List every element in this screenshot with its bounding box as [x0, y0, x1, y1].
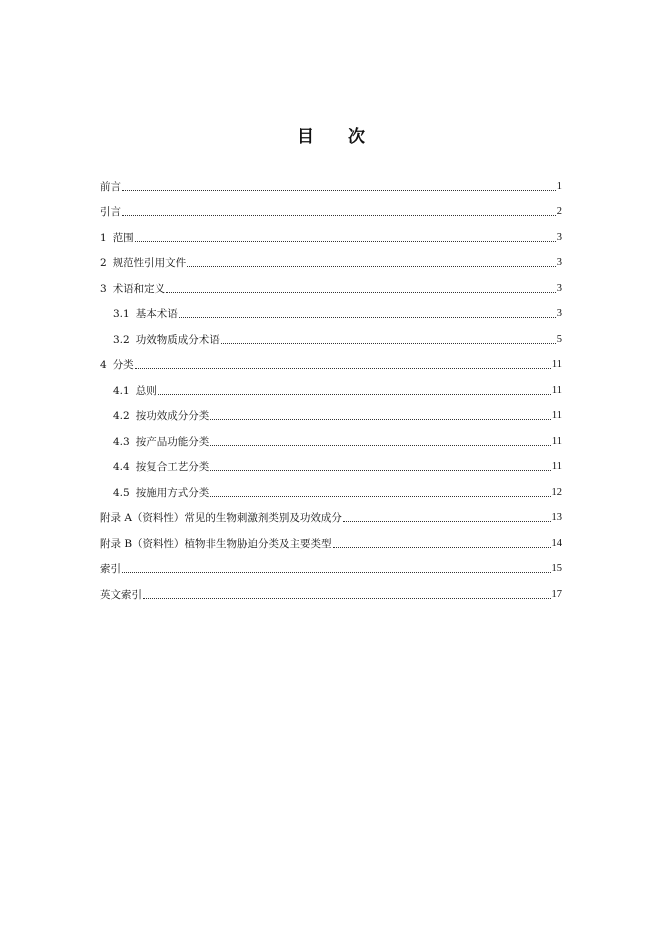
toc-dot-leader [122, 572, 551, 573]
toc-entry-number: 4.4 [113, 461, 130, 473]
toc-entry-page-number: 11 [551, 435, 562, 447]
toc-entry-label: 附录 A（资料性）常见的生物刺激剂类别及功效成分 [100, 512, 342, 524]
toc-entry-label: 分类 [112, 359, 134, 371]
toc-entry-label: 英文索引 [100, 588, 142, 601]
toc-entry-label: 范围 [112, 231, 134, 244]
toc-entry[interactable] [100, 168, 562, 194]
toc-entry-number: 3.2 [113, 333, 130, 346]
toc-list [100, 168, 562, 602]
toc-entry[interactable] [100, 321, 562, 347]
toc-entry[interactable] [100, 500, 562, 526]
toc-entry-page-number: 11 [551, 384, 562, 396]
toc-entry-page-number: 11 [551, 461, 562, 472]
toc-entry[interactable] [100, 194, 562, 220]
toc-entry-number: 3.1 [113, 308, 130, 320]
toc-dot-leader [343, 521, 551, 522]
toc-dot-leader [143, 598, 551, 599]
toc-dot-leader [122, 215, 556, 216]
toc-entry-label: 总则 [135, 384, 157, 397]
toc-entry-page-number: 5 [556, 333, 562, 345]
toc-entry[interactable] [100, 576, 562, 602]
toc-entry[interactable] [100, 347, 562, 373]
toc-entry-page-number: 1 [556, 180, 562, 192]
toc-entry-label: 前言 [100, 180, 121, 193]
toc-entry-number: 1 [100, 231, 107, 244]
toc-entry-page-number: 11 [551, 359, 562, 370]
toc-dot-leader [187, 266, 556, 267]
toc-entry-page-number: 15 [551, 563, 562, 574]
toc-entry[interactable] [100, 423, 562, 449]
toc-dot-leader [179, 317, 556, 318]
toc-entry[interactable] [100, 449, 562, 475]
toc-entry-label: 术语和定义 [112, 282, 166, 295]
toc-dot-leader [166, 292, 556, 293]
toc-entry[interactable] [100, 219, 562, 245]
toc-entry-label: 按复合工艺分类 [135, 461, 210, 473]
toc-entry[interactable] [100, 525, 562, 551]
toc-entry-label: 按功效成分分类 [135, 410, 210, 422]
toc-entry-number: 3 [100, 282, 107, 295]
toc-entry-page-number: 3 [556, 308, 562, 319]
toc-entry[interactable] [100, 372, 562, 398]
toc-entry-page-number: 3 [556, 231, 562, 243]
toc-dot-leader [122, 190, 556, 191]
toc-entry-label: 按产品功能分类 [135, 435, 210, 448]
toc-dot-leader [210, 419, 551, 420]
toc-title: 目 次 [297, 127, 379, 147]
toc-dot-leader [210, 445, 551, 446]
toc-entry-number: 4.3 [113, 435, 130, 448]
toc-dot-leader [333, 547, 551, 548]
toc-entry-number: 4.2 [113, 410, 130, 422]
toc-entry-label: 功效物质成分术语 [135, 333, 220, 346]
toc-entry-label: 按施用方式分类 [135, 486, 210, 499]
toc-entry-page-number: 17 [551, 588, 562, 600]
toc-entry-number: 4.1 [113, 384, 130, 397]
toc-entry-page-number: 3 [556, 257, 562, 268]
toc-dot-leader [158, 394, 551, 395]
toc-dot-leader [135, 368, 551, 369]
toc-entry-number: 4 [100, 359, 107, 371]
toc-entry-number: 2 [100, 257, 107, 269]
toc-entry-label: 规范性引用文件 [112, 257, 187, 269]
toc-dot-leader [221, 343, 556, 344]
toc-entry-label: 基本术语 [135, 308, 178, 320]
toc-entry[interactable] [100, 398, 562, 424]
toc-entry[interactable] [100, 474, 562, 500]
toc-entry-page-number: 2 [556, 206, 562, 217]
toc-entry[interactable] [100, 245, 562, 271]
toc-entry[interactable] [100, 270, 562, 296]
toc-entry[interactable] [100, 551, 562, 577]
toc-entry-label: 附录 B（资料性）植物非生物胁迫分类及主要类型 [100, 537, 332, 550]
toc-entry-page-number: 13 [551, 512, 562, 523]
toc-dot-leader [210, 496, 550, 497]
toc-dot-leader [210, 470, 551, 471]
toc-entry-page-number: 11 [551, 410, 562, 421]
toc-entry-number: 4.5 [113, 486, 130, 499]
toc-entry-label: 索引 [100, 563, 121, 575]
toc-entry-page-number: 14 [551, 537, 562, 549]
toc-entry[interactable] [100, 296, 562, 322]
toc-dot-leader [135, 241, 556, 242]
toc-entry-page-number: 12 [551, 486, 562, 498]
toc-entry-page-number: 3 [556, 282, 562, 294]
toc-entry-label: 引言 [100, 206, 121, 218]
